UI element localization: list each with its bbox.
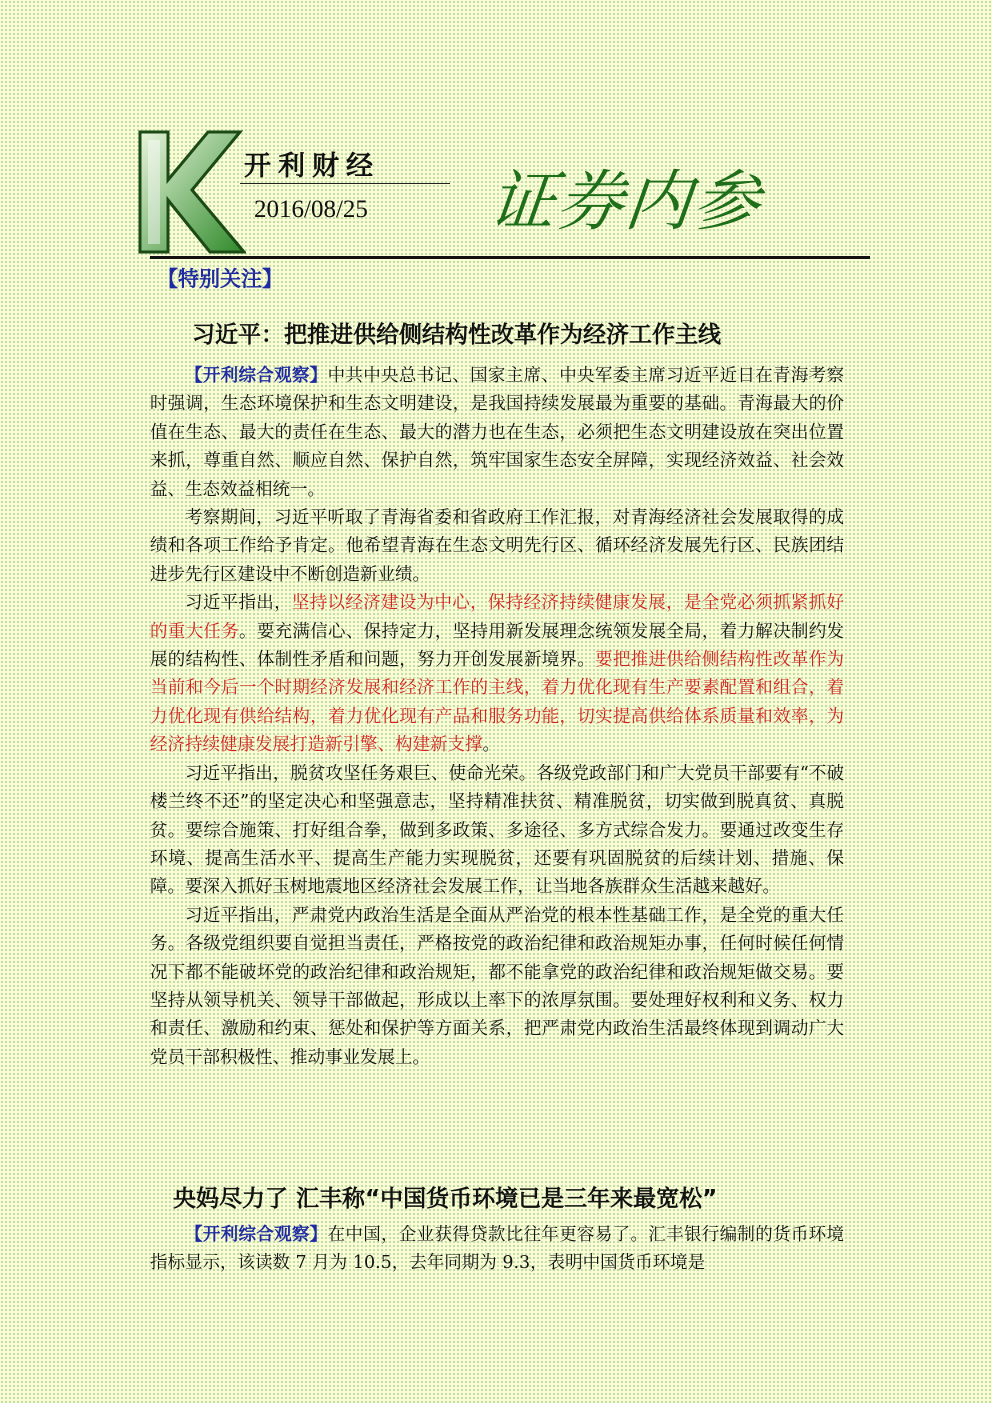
header-rule (150, 256, 870, 259)
paragraph-text: 习近平指出， (185, 593, 292, 614)
article1-paragraph: 习近平指出，脱贫攻坚任务艰巨、使命光荣。各级党政部门和广大党员干部要有“不破楼兰终不还”的坚定决心和坚强意志，坚持精准扶贫、精准脱贫，切实做到脱真贫、真脱贫。要综合施策、打好组合拳，做到多政策、多途径、多方式综合发力。要通过改变生存环境、提高生活水平、提高生产能力实现脱贫，还要有巩固脱贫的后续计划、措施、保障。要深入抓好玉树地震地区经济社会发展工作，让当地各族群众生活越来越好。 (150, 763, 844, 898)
article1-paragraph: 考察期间，习近平听取了青海省委和省政府工作汇报，对青海经济社会发展取得的成绩和各项工作给予肯定。他希望青海在生态文明先行区、循环经济发展先行区、民族团结进步先行区建设中不断创造新业绩。 (150, 508, 844, 585)
issue-date: 2016/08/25 (254, 196, 368, 223)
article1-paragraph: 习近平指出，严肃党内政治生活是全面从严治党的根本性基础工作，是全党的重大任务。各级党组织要自觉担当责任，严格按党的政治纪律和政治规矩办事，任何时候任何情况下都不能破坏党的政治纪律和政治规矩，都不能拿党的政治纪律和政治规矩做交易。要坚持从领导机关、领导干部做起，形成以上率下的浓厚氛围。要处理好权利和义务、权力和责任、激励和约束、惩处和保护等方面关系，把严肃党内政治生活最终体现到调动广大党员干部积极性、推动事业发展上。 (150, 905, 844, 1068)
article2-headline: 央妈尽力了 汇丰称“中国货币环境已是三年来最宽松” (173, 1186, 718, 1212)
k-logo (134, 128, 246, 256)
source-tag: 【开利综合观察】 (185, 1225, 328, 1245)
publication-title: 证券内参 (485, 163, 766, 240)
article1-headline: 习近平：把推进供给侧结构性改革作为经济工作主线 (192, 322, 721, 348)
paragraph-text: 。要充满信心、保持定力，坚持用新发展理念统领发展全局，着力解决制约发展的结构性、体制性矛盾和问题，努力开创发展新境界。 (150, 621, 844, 671)
brand-name: 开利财经 (244, 151, 380, 182)
highlight-text: 要把推进供给侧结构性改革作为当前和今后一个时期经济发展和经济工作的主线，着力优化现有生产要素配置和组合，着力优化现有供给结构，着力优化现有产品和服务功能，切实提高供给体系质量和效率，为经济持续健康发展打造新引擎、构建新支撑 (150, 650, 845, 756)
brand-divider (240, 183, 450, 184)
article2-body (150, 1221, 844, 1278)
article1-body (150, 362, 844, 1072)
article1-paragraph (150, 589, 844, 759)
section-label: 【特别关注】 (157, 267, 283, 291)
highlight-text: 坚持以经济建设为中心，保持经济持续健康发展，是全党必须抓紧抓好的重大任务 (150, 593, 845, 642)
article1-paragraph (150, 362, 844, 504)
article2-paragraph (150, 1221, 844, 1278)
paragraph-text: 。 (482, 735, 500, 756)
paragraph-text: 中共中央总书记、国家主席、中央军委主席习近平近日在青海考察时强调，生态环境保护和生态文明建设，是我国持续发展最为重要的基础。青海最大的价值在生态、最大的责任在生态、最大的潜力也在生态，必须把生态文明建设放在突出位置来抓，尊重自然、顺应自然、保护自然，筑牢国家生态安全屏障，实现经济效益、社会效益、生态效益相统一。 (150, 366, 845, 500)
masthead (0, 0, 992, 265)
paragraph-text: 在中国，企业获得贷款比往年更容易了。汇丰银行编制的货币环境指标显示，该读数 7 月为 10.5，去年同期为 9.3，表明中国货币环境是 (150, 1225, 845, 1274)
source-tag: 【开利综合观察】 (185, 366, 328, 386)
